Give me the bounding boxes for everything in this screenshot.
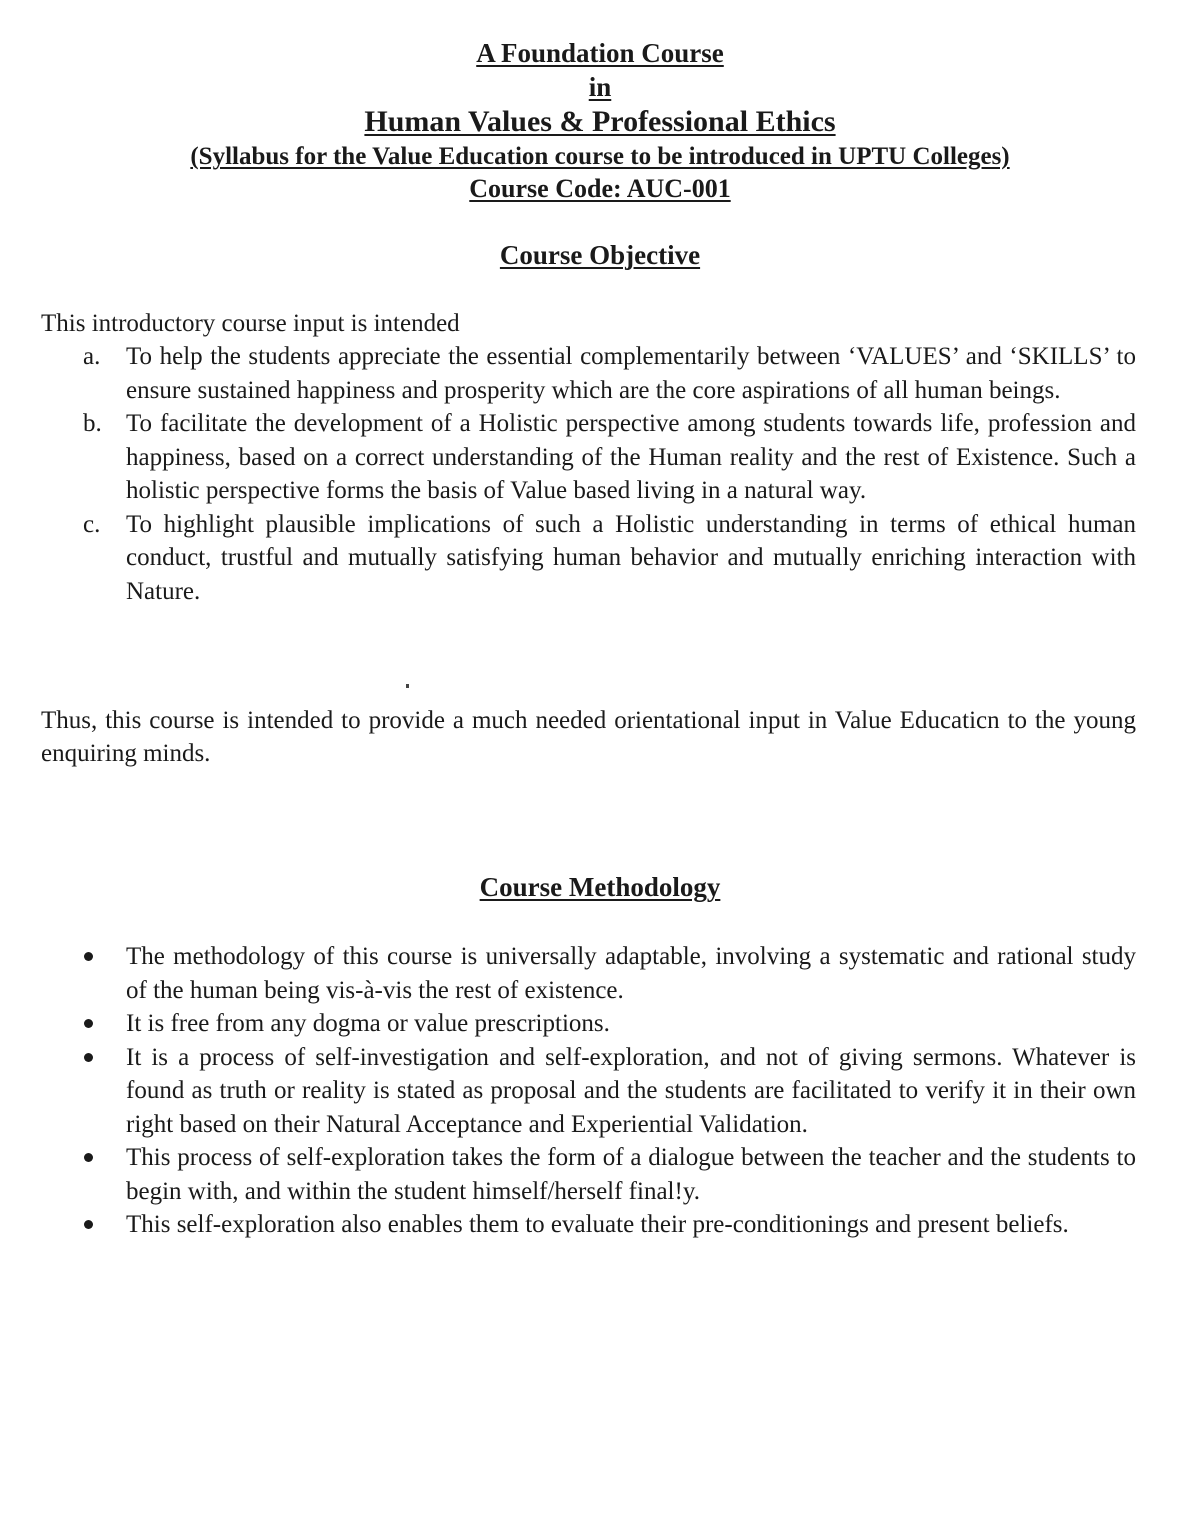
objective-list [0,340,1136,608]
list-marker: b. [83,410,102,437]
methodology-item [0,1141,1136,1208]
objective-conclusion: Thus, this course is intended to provide a much needed orientational input in Value Educaticn to the young enquiring minds. [41,707,1136,767]
course-title: Human Values & Professional Ethics [364,105,836,138]
objective-heading: Course Objective [499,240,701,270]
objective-intro: This introductory course input is intended [41,310,460,337]
objective-item [0,407,1136,508]
objective-item [0,508,1136,609]
bullet-icon [84,1053,93,1062]
syllabus-subtitle: (Syllabus for the Value Education course to be introduced in UPTU Colleges) [190,143,1010,170]
bullet-icon [84,952,93,961]
methodology-item [0,940,1136,1007]
objective-item-text: To facilitate the development of a Holistic perspective among students towards life, profession and happiness, based on a correct understanding of the Human reality and the rest of Existence. Such a holistic perspective forms the basis of Value based living in a natural way. [126,410,1136,504]
objective-item-text: To highlight plausible implications of such a Holistic understanding in terms of ethical human conduct, trustful and mutually satisfying human behavior and mutually enriching interaction with Nature. [126,510,1136,605]
methodology-item-text: It is a process of self-investigation and self-exploration, and not of giving sermons. Whatever is found as truth or reality is stated as proposal and the students are facilitated to verify it in their own right based on their Natural Acceptance and Experiential Validation. [126,1043,1136,1138]
list-marker: a. [83,343,101,370]
methodology-item-text: The methodology of this course is universally adaptable, involving a systematic and rational study of the human being vis-à-vis the rest of existence. [126,943,1136,1004]
bullet-icon [84,1019,93,1028]
bullet-icon [84,1153,93,1162]
objective-item [0,340,1136,407]
bullet-icon [84,1220,93,1229]
methodology-item-text: This self-exploration also enables them to evaluate their pre-conditionings and present beliefs. [126,1211,1069,1238]
methodology-item [0,1041,1136,1142]
methodology-list [0,940,1136,1242]
methodology-item-text: It is free from any dogma or value prescriptions. [126,1010,610,1037]
scan-speck [406,684,409,688]
course-heading-connector: in [588,72,612,102]
methodology-item [0,1208,1136,1242]
course-code: Course Code: AUC-001 [469,174,731,203]
course-heading: A Foundation Course [476,38,724,68]
objective-item-text: To help the students appreciate the essential complementarily between ‘VALUES’ and ‘SKILLS’ to ensure sustained happiness and prosperity which are the core aspirations of all human beings. [126,343,1136,404]
methodology-item-text: This process of self-exploration takes the form of a dialogue between the teacher and the students to begin with, and within the student himself/herself final!y. [126,1144,1136,1205]
methodology-item [0,1007,1136,1041]
list-marker: c. [83,510,101,538]
methodology-heading: Course Methodology [479,872,721,902]
